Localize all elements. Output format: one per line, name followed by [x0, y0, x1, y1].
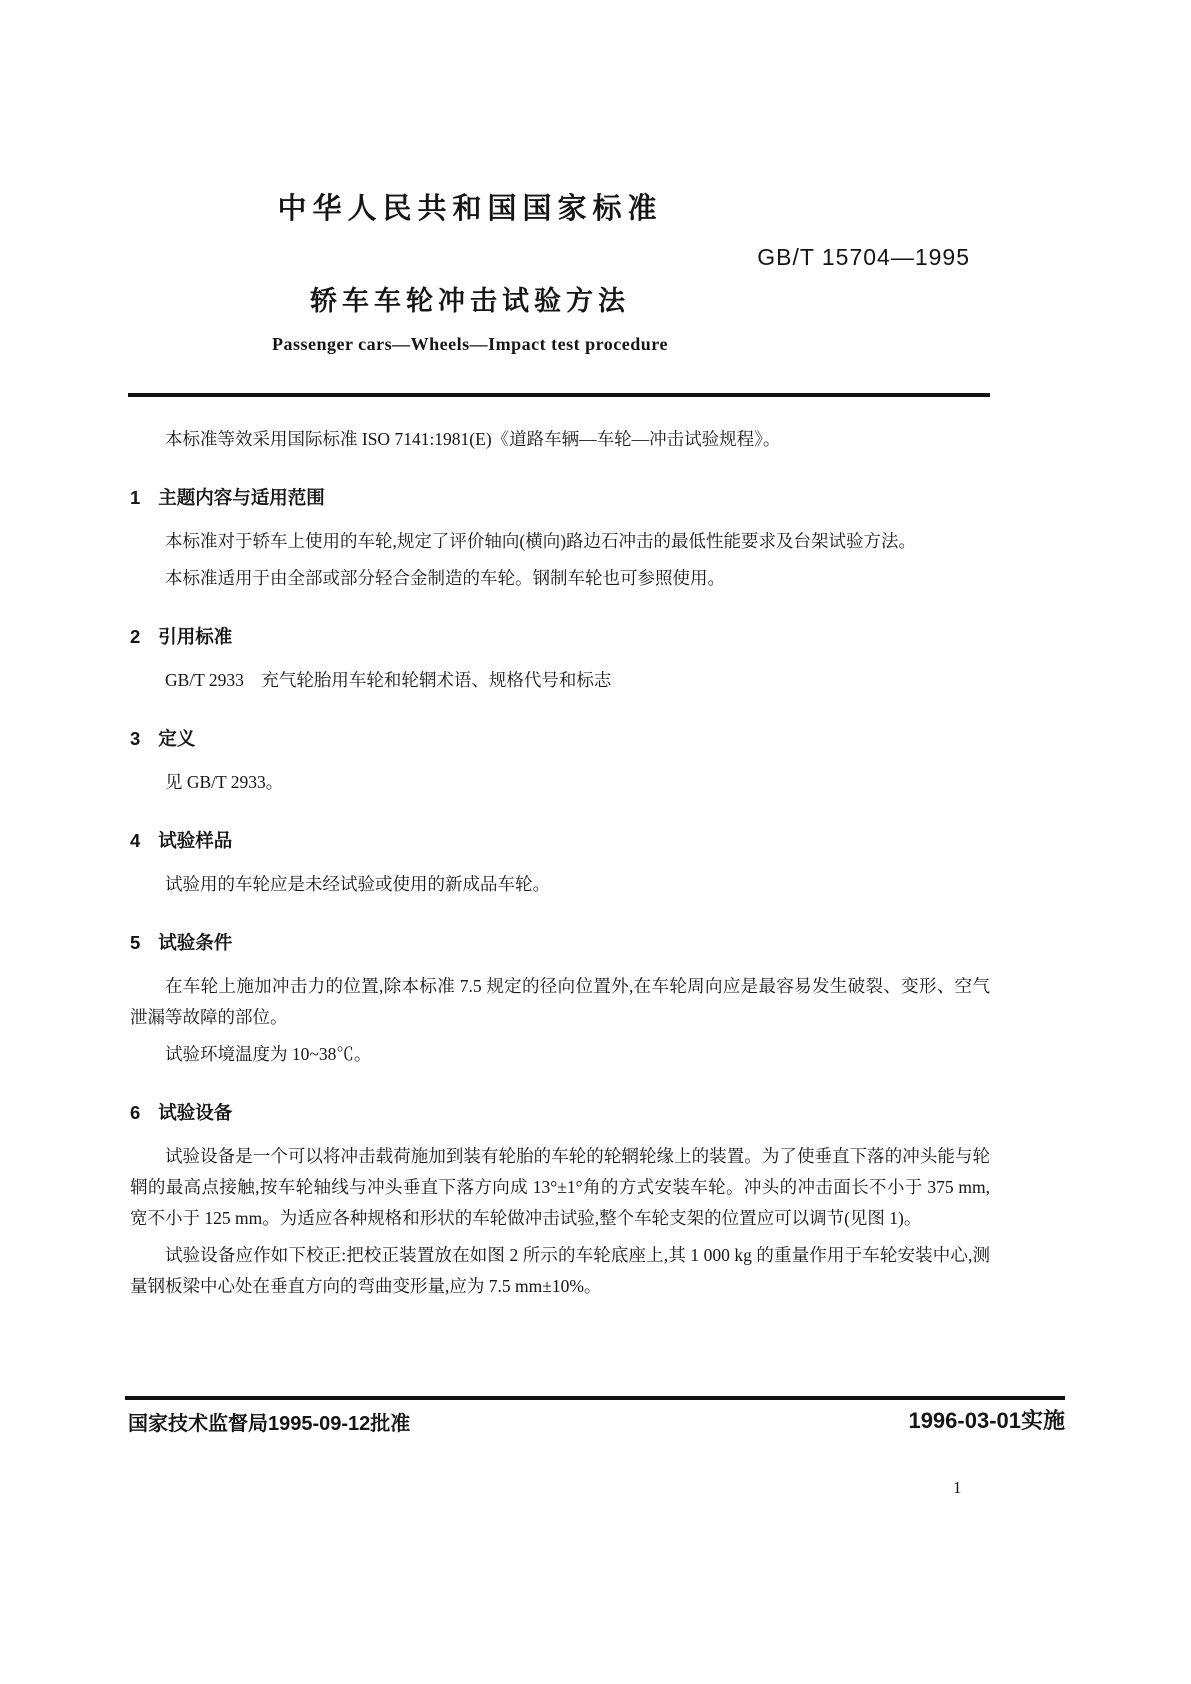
- section-1-paragraph-1: 本标准对于轿车上使用的车轮,规定了评价轴向(横向)路边石冲击的最低性能要求及台架试验方法。: [165, 531, 917, 551]
- standard-number: GB/T 15704—1995: [757, 244, 970, 270]
- section-5-paragraph-2: 试验环境温度为 10~38℃。: [165, 1044, 372, 1064]
- sections-container: [130, 482, 990, 1302]
- implementation-date: 1996-03-01实施: [908, 1408, 1065, 1433]
- section-number: 2: [130, 626, 141, 647]
- section-6-heading: [130, 1097, 990, 1128]
- page-number: 1: [953, 1478, 962, 1497]
- section-3-heading: [130, 723, 990, 754]
- document-header: [130, 186, 810, 355]
- section-number: 3: [130, 728, 141, 749]
- section-5-heading: [130, 927, 990, 958]
- footer-divider: [125, 1396, 1065, 1400]
- section-title: 主题内容与适用范围: [158, 487, 325, 508]
- document-title-zh: 轿车车轮冲击试验方法: [310, 286, 630, 316]
- section-6-paragraph-1: 试验设备是一个可以将冲击载荷施加到装有轮胎的车轮的轮辋轮缘上的装置。为了使垂直下落的冲头能与轮辋的最高点接触,按车轮轴线与冲头垂直下落方向成 13°±1°角的方式安装车轮。冲头的冲击面长不小于 375 mm,宽不小于 125 mm。为适应各种规格和形状的车轮做冲击试验,整个车轮支架的位置应可以调节(见图 1)。: [130, 1146, 990, 1228]
- section-title: 引用标准: [158, 626, 233, 647]
- section-2-heading: [130, 621, 990, 652]
- section-number: 1: [130, 487, 141, 508]
- section-3-paragraph-1: 见 GB/T 2933。: [165, 772, 284, 792]
- section-number: 4: [130, 830, 141, 851]
- standard-category-title: 中华人民共和国国家标准: [277, 193, 663, 225]
- intro-paragraph: 本标准等效采用国际标准 ISO 7141:1981(E)《道路车辆—车轮—冲击试验规程》。: [165, 429, 781, 449]
- section-title: 试验样品: [158, 830, 233, 851]
- section-1-heading: [130, 482, 990, 513]
- section-title: 定义: [158, 728, 196, 749]
- approval-authority-and-date: 国家技术监督局1995-09-12批准: [128, 1413, 411, 1435]
- section-number: 5: [130, 932, 141, 953]
- section-5-paragraph-1: 在车轮上施加冲击力的位置,除本标准 7.5 规定的径向位置外,在车轮周向应是最容易发生破裂、变形、空气泄漏等故障的部位。: [130, 976, 990, 1027]
- section-title: 试验条件: [158, 932, 233, 953]
- header-divider: [128, 393, 990, 397]
- section-title: 试验设备: [158, 1102, 233, 1123]
- section-6-paragraph-2: 试验设备应作如下校正:把校正装置放在如图 2 所示的车轮底座上,其 1 000 kg 的重量作用于车轮安装中心,测量钢板梁中心处在垂直方向的弯曲变形量,应为 7.5 mm±10%。: [130, 1245, 990, 1296]
- section-4-heading: [130, 825, 990, 856]
- document-body: [130, 418, 990, 1308]
- section-2-paragraph-1: GB/T 2933 充气轮胎用车轮和轮辋术语、规格代号和标志: [165, 670, 612, 690]
- section-1-paragraph-2: 本标准适用于由全部或部分轻合金制造的车轮。钢制车轮也可参照使用。: [165, 568, 725, 588]
- section-number: 6: [130, 1102, 141, 1123]
- document-title-en: Passenger cars—Wheels—Impact test procedure: [272, 334, 668, 354]
- section-4-paragraph-1: 试验用的车轮应是未经试验或使用的新成品车轮。: [165, 874, 550, 894]
